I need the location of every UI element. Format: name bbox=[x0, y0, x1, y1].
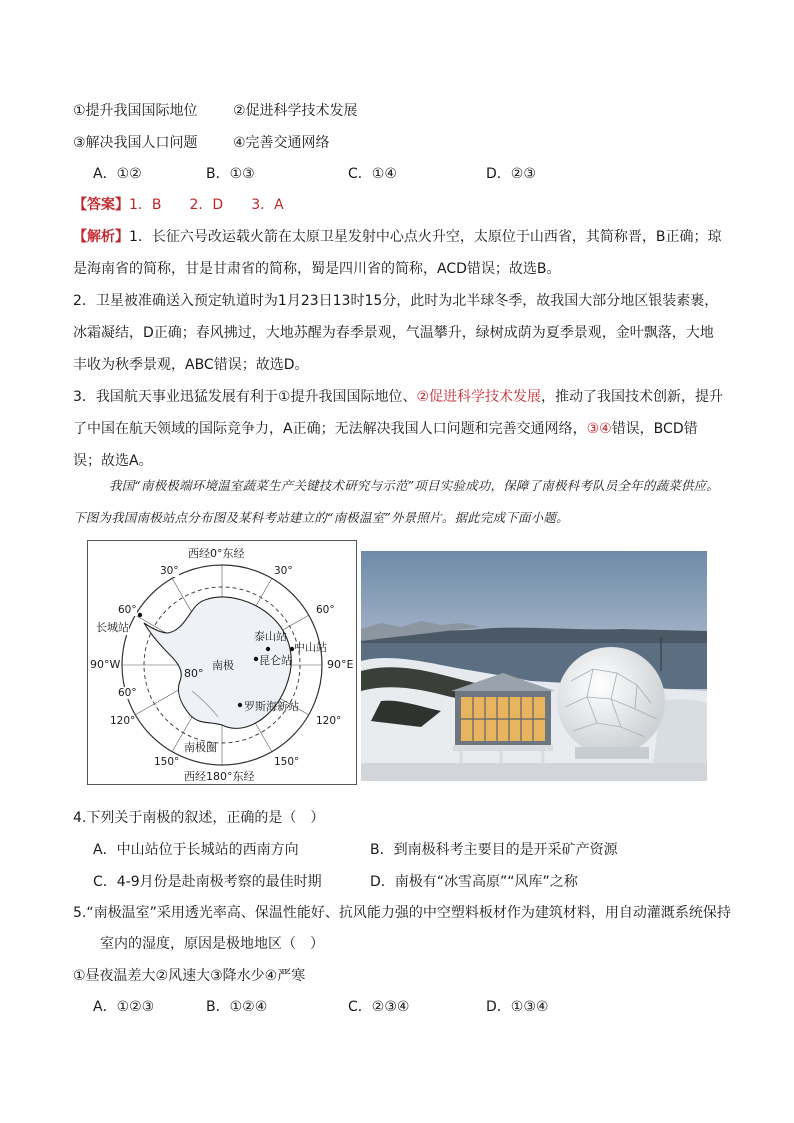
station-zhongshan: 中山站 bbox=[294, 641, 327, 654]
q3-option-c: C．①④ bbox=[348, 166, 397, 182]
analysis-block bbox=[73, 221, 725, 477]
q5-option-b: B．①②④ bbox=[206, 999, 268, 1015]
q3-item-4: ④完善交通网络 bbox=[233, 135, 330, 151]
q4-option-b: B．到南极科考主要目的是开采矿产资源 bbox=[370, 842, 618, 858]
q3-option-a: A．①② bbox=[93, 166, 142, 182]
map-lon-label: 60° bbox=[118, 687, 137, 699]
map-lon-label: 30° bbox=[274, 565, 293, 577]
map-lon-label: 60° bbox=[118, 604, 137, 616]
q4-stem: 4.下列关于南极的叙述，正确的是（ ） bbox=[73, 810, 325, 826]
station-changcheng: 长城站 bbox=[96, 621, 129, 634]
analysis-p3a: 3．我国航天事业迅猛发展有利于①提升我国国际地位、 bbox=[73, 389, 417, 405]
map-right-label: 90°E bbox=[327, 658, 354, 671]
greenhouse-photo bbox=[361, 551, 707, 781]
answer-line bbox=[73, 195, 284, 215]
q5-stem-2: 室内的湿度，原因是极地地区（ ） bbox=[100, 936, 324, 952]
map-left-label: 90°W bbox=[90, 658, 121, 671]
answer-label: 【答案】 bbox=[73, 197, 129, 213]
intro-text: 我国“南极极端环境温室蔬菜生产关键技术研究与示范”项目实验成功，保障了南极科考队员全年的蔬菜供应。下图为我国南极站点分布图及某科考站建立的“南极温室”外景照片。据此完成下面小题。 bbox=[73, 478, 720, 525]
map-lon-label: 150° bbox=[154, 756, 180, 768]
map-bottom-label: 西经180°东经 bbox=[184, 770, 255, 783]
analysis-p1: 1．长征六号改运载火箭在太原卫星发射中心点火升空，太原位于山西省，其简称晋，B正确；琼是海南省的简称，甘是甘肃省的简称，蜀是四川省的简称，ACD错误；故选B。 bbox=[73, 229, 722, 277]
map-center-label: 南极 bbox=[212, 659, 234, 672]
map-lon-label: 30° bbox=[160, 565, 179, 577]
station-taishan: 泰山站 bbox=[254, 630, 287, 643]
map-lon-label: 60° bbox=[316, 604, 335, 616]
q3-item-2: ②促进科学技术发展 bbox=[233, 103, 358, 119]
map-circle-label: 南极圈 bbox=[184, 741, 217, 754]
q5-option-a: A．①②③ bbox=[93, 999, 155, 1015]
answer-text: 1．B 2．D 3．A bbox=[129, 197, 284, 213]
q3-option-b: B．①③ bbox=[206, 166, 255, 182]
antarctica-map bbox=[87, 540, 357, 785]
q4-option-c: C．4-9月份是赴南极考察的最佳时期 bbox=[93, 874, 322, 890]
analysis-p3-highlight-2: ③④ bbox=[586, 421, 612, 437]
q5-option-c: C．②③④ bbox=[348, 999, 410, 1015]
q5-stem-1: 5.“南极温室”采用透光率高、保温性能好、抗风能力强的中空塑料板材作为建筑材料，用自动灌溉系统保持 bbox=[73, 905, 731, 921]
station-luosihai: 罗斯海新站 bbox=[244, 700, 299, 713]
station-kunlun: 昆仑站 bbox=[259, 654, 292, 667]
analysis-p3e: 错误，BCD错误；故选A。 bbox=[73, 421, 698, 469]
analysis-p3-highlight: ②促进科学技术发展 bbox=[416, 389, 542, 405]
q4-option-a: A．中山站位于长城站的西南方向 bbox=[93, 842, 299, 858]
map-lat80-label: 80° bbox=[184, 667, 204, 680]
q5-option-d: D．①③④ bbox=[486, 999, 549, 1015]
q3-item-1: ①提升我国国际地位 bbox=[73, 103, 198, 119]
q3-option-d: D．②③ bbox=[486, 166, 536, 182]
q4-option-d: D．南极有“冰雪高原”“风库”之称 bbox=[370, 874, 578, 890]
analysis-label: 【解析】 bbox=[73, 229, 129, 245]
q3-item-3: ③解决我国人口问题 bbox=[73, 135, 198, 151]
map-lon-label: 150° bbox=[274, 756, 300, 768]
q5-items: ①昼夜温差大②风速大③降水少④严寒 bbox=[73, 968, 306, 984]
map-top-label: 西经0°东经 bbox=[188, 547, 245, 560]
map-lon-label: 120° bbox=[316, 715, 342, 727]
analysis-p3c: ，推动了我国技术创新，提升了中国在航天领域的国际竞争力，A正确；无法解决我国人口问题和完善交通网络， bbox=[73, 389, 724, 437]
map-lon-label: 120° bbox=[110, 715, 136, 727]
analysis-p2: 2．卫星被准确送入预定轨道时为1月23日13时15分，此时为北半球冬季，故我国大部分地区银装素裹，冰霜凝结，D正确；春风拂过，大地苏醒为春季景观，气温攀升，绿树成荫为夏季景观，金叶飘落，大地丰收为秋季景观，ABC错误；故选D。 bbox=[73, 293, 719, 373]
